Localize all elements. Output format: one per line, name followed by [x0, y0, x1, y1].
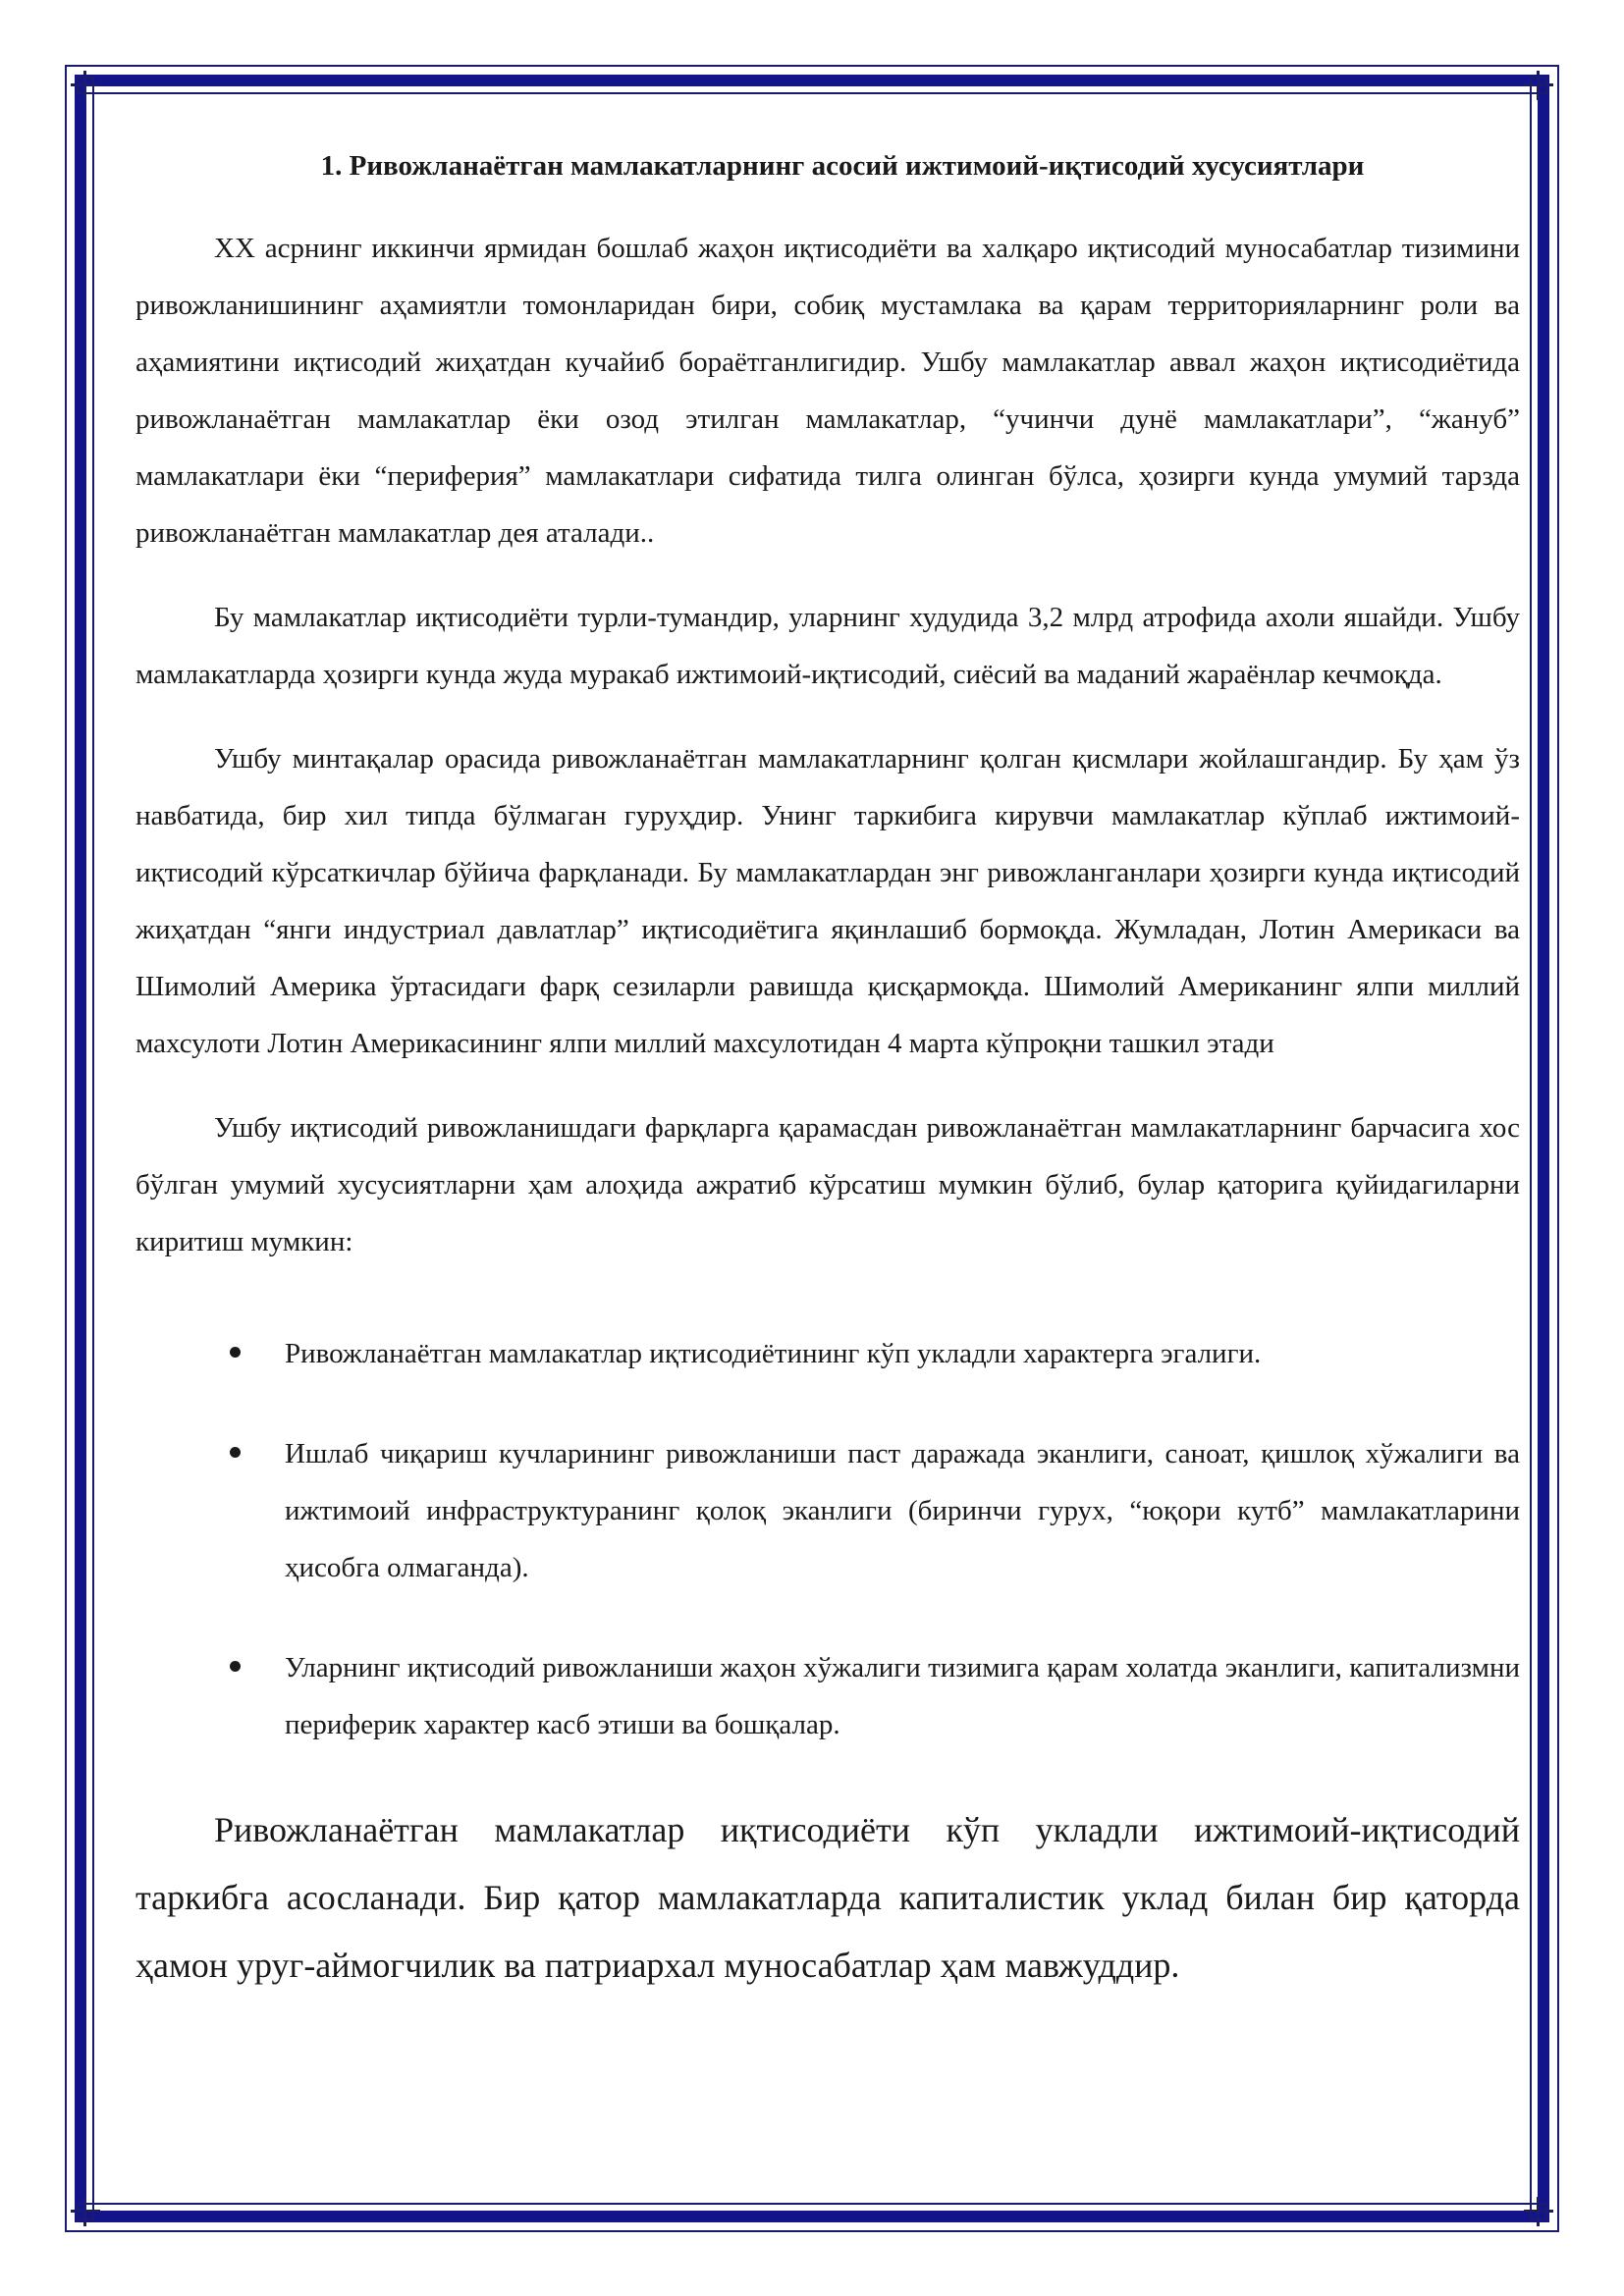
list-item [135, 1325, 1520, 1382]
section-heading: 1. Ривожланаётган мамлакатларнинг асосий ижтимоий-иқтисодий хусусиятлари [320, 150, 1365, 182]
corner-ornament-top-right [1524, 71, 1553, 100]
list-item-text: Ишлаб чиқариш кучларининг ривожланиши паст даражада эканлиги, саноат, қишлоқ хўжалиги ва ижтимоий инфраструктуранинг қолоқ эканлиги (биринчи гурух, “юқори кутб” мамлакатларини ҳисобга олмаганда). [285, 1438, 1520, 1583]
corner-ornament-bottom-left [71, 2197, 100, 2226]
list-item [135, 1639, 1520, 1753]
bullet-icon [230, 1347, 241, 1358]
features-list [135, 1325, 1520, 1753]
paragraph-closing: Ривожланаётган мамлакатлар иқтисодиёти кўп укладли ижтимоий-иқтисодий таркибга асосланади. Бир қатор мамлакатларда капиталистик уклад билан бир қаторда ҳамон уруг-аймогчилик ва патриархал муносабатлар ҳам мавжуддир. [135, 1810, 1520, 1985]
list-item [135, 1425, 1520, 1596]
paragraph-population: Бу мамлакатлар иқтисодиёти турли-тумандир, уларнинг худудида 3,2 млрд атрофида ахоли яшайди. Ушбу мамлакатларда ҳозирги кунда жуда муракаб ижтимоий-иқтисодий, сиёсий ва маданий жараёнлар кечмоқда. [135, 602, 1520, 690]
document-body [135, 147, 1520, 2000]
paragraph-intro: XX асрнинг иккинчи ярмидан бошлаб жаҳон иқтисодиёти ва халқаро иқтисодий муносабатлар тизимини ривожланишининг аҳамиятли томонларидан бири, собиқ мустамлака ва қарам территорияларнинг роли ва аҳамиятини иқтисодий жиҳатдан кучайиб бораётганлигидир. Ушбу мамлакатлар аввал жаҳон иқтисодиётида ривожланаётган мамлакатлар ёки озод этилган мамлакатлар, “учинчи дунё мамлакатлари”, “жануб” мамлакатлари ёки “периферия” мамлакатлари сифатида тилга олинган бўлса, ҳозирги кунда умумий тарзда ривожланаётган мамлакатлар дея аталади.. [135, 233, 1520, 549]
paragraph-regions: Ушбу минтақалар орасида ривожланаётган мамлакатларнинг қолган қисмлари жойлашгандир. Бу ҳам ўз навбатида, бир хил типда бўлмаган гуруҳдир. Унинг таркибига кирувчи мамлакатлар кўплаб ижтимоий-иқтисодий кўрсаткичлар бўйича фарқланади. Бу мамлакатлардан энг ривожланганлари ҳозирги кунда иқтисодий жиҳатдан “янги индустриал давлатлар” иқтисодиётига яқинлашиб бормоқда. Жумладан, Лотин Америкаси ва Шимолий Америка ўртасидаги фарқ сезиларли равишда қисқармоқда. Шимолий Американинг ялпи миллий махсулоти Лотин Америкасининг ялпи миллий махсулотидан 4 марта кўпроқни ташкил этади [135, 743, 1520, 1059]
corner-ornament-top-left [71, 71, 100, 100]
corner-ornament-bottom-right [1524, 2197, 1553, 2226]
bullet-icon [230, 1447, 241, 1458]
paragraph-common-features: Ушбу иқтисодий ривожланишдаги фарқларга қарамасдан ривожланаётган мамлакатларнинг барчасига хос бўлган умумий хусусиятларни ҳам алоҳида ажратиб кўрсатиш мумкин бўлиб, булар қаторига қуйидагиларни киритиш мумкин: [135, 1112, 1520, 1257]
bullet-icon [230, 1661, 241, 1672]
list-item-text: Уларнинг иқтисодий ривожланиши жаҳон хўжалиги тизимига қарам холатда эканлиги, капитализмни периферик характер касб этиши ва бошқалар. [285, 1652, 1520, 1740]
list-item-text: Ривожланаётган мамлакатлар иқтисодиётининг кўп укладли характерга эгалиги. [285, 1338, 1262, 1369]
